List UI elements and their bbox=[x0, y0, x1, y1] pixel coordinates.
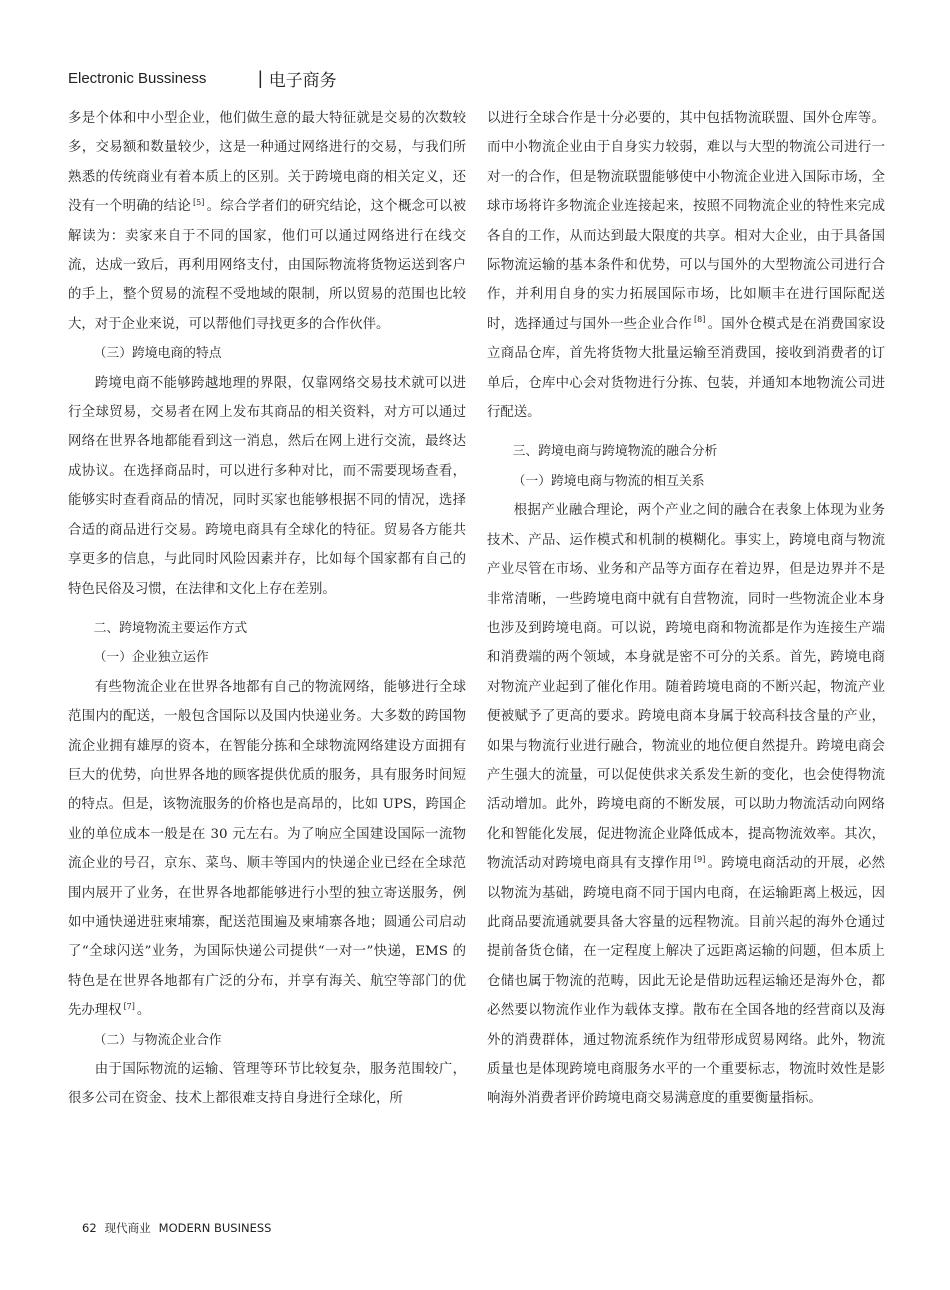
subsection-heading: （一）跨境电商与物流的相互关系 bbox=[512, 473, 705, 489]
paragraph-text: 。跨境电商活动的开展，必然以物流为基础，跨境电商不同于国内电商，在运输距离上极远，因此商品要流通就要具备大容量的远程物流。目前兴起的海外仓通过提前备货仓储，在一定程度上解决了远距离运输的问题，但本质上仓储也属于物流的范畴，因此无论是借助远程运输还是海外仓，都必然要以物流作业作为载体支撑。散布在全国各地的经营商以及海外的消费群体，通过物流系统作为纽带形成贸易网络。此外，物流质量也是体现跨境电商服务水平的一个重要标志，物流时效性是影响海外消费者评价跨境电商交易满意度的重要衡量指标。 bbox=[487, 856, 886, 1107]
page-number: 62 bbox=[82, 1221, 97, 1235]
paragraph bbox=[68, 673, 466, 1026]
paragraph-text: 。综合学者们的研究结论，这个概念可以被解读为：卖家来自于不同的国家，他们可以通过网络进行在线交流，达成一致后，再利用网络支付，由国际物流将货物运送到客户的手上，整个贸易的流程不受地域的限制，所以贸易的范围也比较大，对于企业来说，可以帮他们寻找更多的合作伙伴。 bbox=[68, 199, 467, 332]
right-column bbox=[487, 104, 885, 1114]
paragraph bbox=[487, 496, 885, 1114]
header-chinese-title: 电子商务 bbox=[268, 70, 337, 91]
paragraph bbox=[487, 104, 885, 427]
journal-name-en: MODERN BUSINESS bbox=[158, 1221, 272, 1235]
paragraph-text: 。 bbox=[136, 1003, 151, 1019]
citation-ref: [7] bbox=[123, 1001, 135, 1011]
paragraph bbox=[68, 104, 466, 339]
left-column bbox=[68, 104, 466, 1114]
subsection-heading: （二）与物流企业合作 bbox=[93, 1032, 222, 1048]
paragraph: 跨境电商不能够跨越地理的界限，仅靠网络交易技术就可以进行全球贸易，交易者在网上发布其商品的相关资料，对方可以通过网络在世界各地都能看到这一消息，然后在网上进行交流，最终达成协议。在选择商品时，可以进行多种对比，而不需要现场查看，能够实时查看商品的情况，同时买家也能够根据不同的情况，选择合适的商品进行交易。跨境电商具有全球化的特征。贸易各方能共享更多的信息，与此同时风险因素并存，比如每个国家都有自己的特色民俗及习惯，在法律和文化上存在差别。 bbox=[68, 375, 466, 597]
page-footer bbox=[82, 1220, 279, 1236]
section-heading: 二、跨境物流主要运作方式 bbox=[93, 620, 248, 636]
section-heading: 三、跨境电商与跨境物流的融合分析 bbox=[512, 444, 718, 460]
header-separator: | bbox=[258, 67, 263, 88]
subsection-heading: （一）企业独立运作 bbox=[93, 650, 209, 666]
paragraph-text: 多是个体和中小型企业，他们做生意的最大特征就是交易的次数较多，交易额和数量较少，这是一种通过网络进行的交易，与我们所熟悉的传统商业有着本质上的区别。关于跨境电商的相关定义，还没有一个明确的结论 bbox=[68, 111, 466, 215]
citation-ref: [8] bbox=[694, 315, 706, 325]
paragraph-text: 根据产业融合理论，两个产业之间的融合在表象上体现为业务技术、产品、运作模式和机制的模糊化。事实上，跨境电商与物流产业尽管在市场、业务和产品等方面存在着边界，但是边界并不是非常清晰，一些跨境电商中就有自营物流，同时一些物流企业本身也涉及到跨境电商。可以说，跨境电商和物流都是作为连接生产端和消费端的两个领域，本身就是密不可分的关系。首先，跨境电商对物流产业起到了催化作用。随着跨境电商的不断兴起，物流产业便被赋予了更高的要求。跨境电商本身属于较高科技含量的产业，如果与物流行业进行融合，物流业的地位便自然提升。跨境电商会产生强大的流量，可以促使供求关系发生新的变化，也会使得物流活动增加。此外，跨境电商的不断发展，可以助力物流活动向网络化和智能化发展，促进物流企业降低成本，提高物流效率。其次，物流活动对跨境电商具有支撑作用 bbox=[487, 503, 885, 872]
paragraph-text: 以进行全球合作是十分必要的，其中包括物流联盟、国外仓库等。而中小物流企业由于自身实力较弱，难以与大型的物流公司进行一对一的合作，但是物流联盟能够使中小物流企业进入国际市场，全球市场将许多物流企业连接起来，按照不同物流企业的特性来完成各自的工作，从而达到最大限度的共享。相对大企业，由于具备国际物流运输的基本条件和优势，可以与国外的大型物流公司进行合作，并利用自身的实力拓展国际市场，比如顺丰在进行国际配送时，选择通过与国外一些企业合作 bbox=[487, 111, 885, 332]
subsection-heading: （三）跨境电商的特点 bbox=[93, 346, 222, 362]
header-english-title: Electronic Bussiness bbox=[68, 69, 207, 87]
citation-ref: [9] bbox=[694, 854, 706, 864]
running-header bbox=[68, 64, 337, 92]
journal-name-cn: 现代商业 bbox=[104, 1221, 151, 1235]
citation-ref: [5] bbox=[193, 197, 205, 207]
paragraph: 由于国际物流的运输、管理等环节比较复杂，服务范围较广，很多公司在资金、技术上都很难支持自身进行全球化，所 bbox=[68, 1062, 466, 1107]
paragraph-text: 有些物流企业在世界各地都有自己的物流网络，能够进行全球范围内的配送，一般包含国际以及国内快递业务。大多数的跨国物流企业拥有雄厚的资本，在智能分拣和全球物流网络建设方面拥有巨大的优势，向世界各地的顾客提供优质的服务，具有服务时间短的特点。但是，该物流服务的价格也是高昂的，比如 UPS，跨国企业的单位成本一般是在 30 元左右。为了响应全国建设国际一流物流企业的号召，京东、菜鸟、顺丰等国内的快递企业已经在全球范围内展开了业务，在世界各地都能够进行小型的独立寄送服务，例如中通快递进驻柬埔寨，配送范围遍及柬埔寨各地；圆通公司启动了“全球闪送”业务，为国际快递公司提供“一对一”快递，EMS 的特色是在世界各地都有广泛的分布，并享有海关、航空等部门的优先办理权 bbox=[68, 679, 466, 1019]
paragraph-text: 。国外仓模式是在消费国家设立商品仓库，首先将货物大批量运输至消费国，接收到消费者的订单后，仓库中心会对货物进行分拣、包装，并通知本地物流公司进行配送。 bbox=[487, 316, 886, 421]
